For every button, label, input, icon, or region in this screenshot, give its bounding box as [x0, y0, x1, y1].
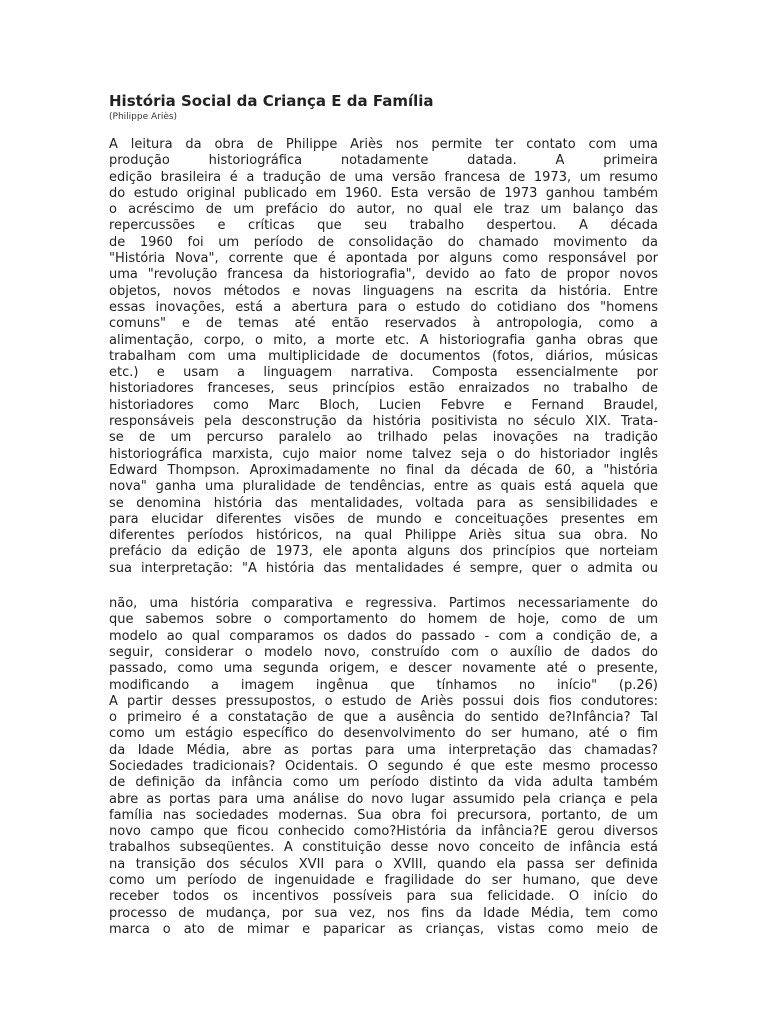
text-line: produção historiográfica notadamente datada. A primeira — [109, 153, 658, 169]
text-line: diferentes períodos históricos, na qual Philippe Ariès situa sua obra. No — [109, 528, 658, 544]
document-page — [109, 92, 658, 938]
document-author: (Philippe Ariès) — [109, 112, 178, 122]
text-line: objetos, novos métodos e novas linguagens na escrita da história. Entre — [109, 283, 658, 299]
text-line: sua interpretação: "A história das mentalidades é sempre, quer o admita ou — [109, 560, 658, 576]
text-line: "História Nova", corrente que é apontada por alguns como responsável por — [109, 251, 658, 267]
text-line: modificando a imagem ingênua que tínhamos no início" (p.26) — [109, 677, 658, 693]
text-line: de 1960 foi um período de consolidação do chamado movimento da — [109, 234, 658, 250]
text-line: uma "revolução francesa da historiografia", devido ao fato de propor novos — [109, 267, 658, 283]
text-line: trabalham com uma multiplicidade de documentos (fotos, diários, músicas — [109, 348, 658, 364]
text-line: da Idade Média, abre as portas para uma interpretação das chamadas? — [109, 742, 658, 758]
text-line: Sociedades tradicionais? Ocidentais. O segundo é que este mesmo processo — [109, 758, 658, 774]
text-line: edição brasileira é a tradução de uma versão francesa de 1973, um resumo — [109, 169, 658, 185]
text-line: na transição dos séculos XVII para o XVIII, quando ela passa ser definida — [109, 856, 658, 872]
text-line: alimentação, corpo, o mito, a morte etc. A historiografia ganha obras que — [109, 332, 658, 348]
text-line: passado, como uma segunda origem, e descer novamente até o presente, — [109, 661, 658, 677]
text-line: como um período de ingenuidade e fragilidade do ser humano, que deve — [109, 873, 658, 889]
text-line: de definição da infância como um período distinto da vida adulta também — [109, 775, 658, 791]
document-title: História Social da Criança E da Família — [109, 92, 434, 110]
paragraph — [109, 137, 658, 577]
text-line: essas inovações, está a abertura para o estudo do cotidiano dos "homens — [109, 299, 658, 315]
text-line: responsáveis pela desconstrução da história positivista no século XIX. Trata- — [109, 414, 658, 430]
text-line: processo de mudança, por sua vez, nos fins da Idade Média, tem como — [109, 905, 658, 921]
text-line: A partir desses pressupostos, o estudo de Ariès possui dois fios condutores: — [109, 693, 658, 709]
text-line: historiadores franceses, seus princípios estão enraizados no trabalho de — [109, 381, 658, 397]
text-line: novo campo que ficou conhecido como?História da infância?E gerou diversos — [109, 824, 658, 840]
text-line: não, uma história comparativa e regressiva. Partimos necessariamente do — [109, 596, 658, 612]
text-line: Edward Thompson. Aproximadamente no final da década de 60, a "história — [109, 462, 658, 478]
text-line: A leitura da obra de Philippe Ariès nos permite ter contato com uma — [109, 137, 658, 152]
text-line: família nas sociedades modernas. Sua obra foi precursora, portanto, de um — [109, 807, 658, 823]
text-line: receber todos os incentivos possíveis para sua felicidade. O início do — [109, 889, 658, 905]
text-line: trabalhos subseqüentes. A constituição desse novo conceito de infância está — [109, 840, 658, 856]
text-line: etc.) e usam a linguagem narrativa. Composta essencialmente por — [109, 365, 658, 381]
text-line: o acréscimo de um prefácio do autor, no qual ele traz um balanço das — [109, 202, 658, 218]
paragraph-gap — [109, 577, 658, 596]
text-line: seguir, considerar o modelo novo, construído com o auxílio de dados do — [109, 644, 658, 660]
text-line: se de um percurso paralelo ao trilhado pelas inovações na tradição — [109, 430, 658, 446]
text-line: marca o ato de mimar e paparicar as crianças, vistas como meio de — [109, 921, 658, 937]
text-line: como um estágio específico do desenvolvimento do ser humano, até o fim — [109, 726, 658, 742]
text-line: que sabemos sobre o comportamento do homem de hoje, como de um — [109, 612, 658, 628]
text-line: modelo ao qual comparamos os dados do passado - com a condição de, a — [109, 628, 658, 644]
text-line: prefácio da edição de 1973, ele aponta alguns dos princípios que norteiam — [109, 544, 658, 560]
text-line: do estudo original publicado em 1960. Esta versão de 1973 ganhou também — [109, 185, 658, 201]
text-line: repercussões e críticas que seu trabalho despertou. A década — [109, 218, 658, 234]
text-line: historiográfica marxista, cujo maior nome talvez seja o do historiador inglês — [109, 446, 658, 462]
text-line: para elucidar diferentes visões de mundo e conceituações presentes em — [109, 511, 658, 527]
text-line: se denomina história das mentalidades, voltada para as sensibilidades e — [109, 495, 658, 511]
paragraph — [109, 596, 658, 938]
text-line: abre as portas para uma análise do novo lugar assumido pela criança e pela — [109, 791, 658, 807]
document-body — [109, 137, 658, 938]
text-line: nova" ganha uma pluralidade de tendências, entre as quais está aquela que — [109, 479, 658, 495]
text-line: o primeiro é a constatação de que a ausência do sentido de?Infância? Tal — [109, 710, 658, 726]
text-line: historiadores como Marc Bloch, Lucien Febvre e Fernand Braudel, — [109, 397, 658, 413]
text-line: comuns" e de temas até então reservados à antropologia, como a — [109, 316, 658, 332]
